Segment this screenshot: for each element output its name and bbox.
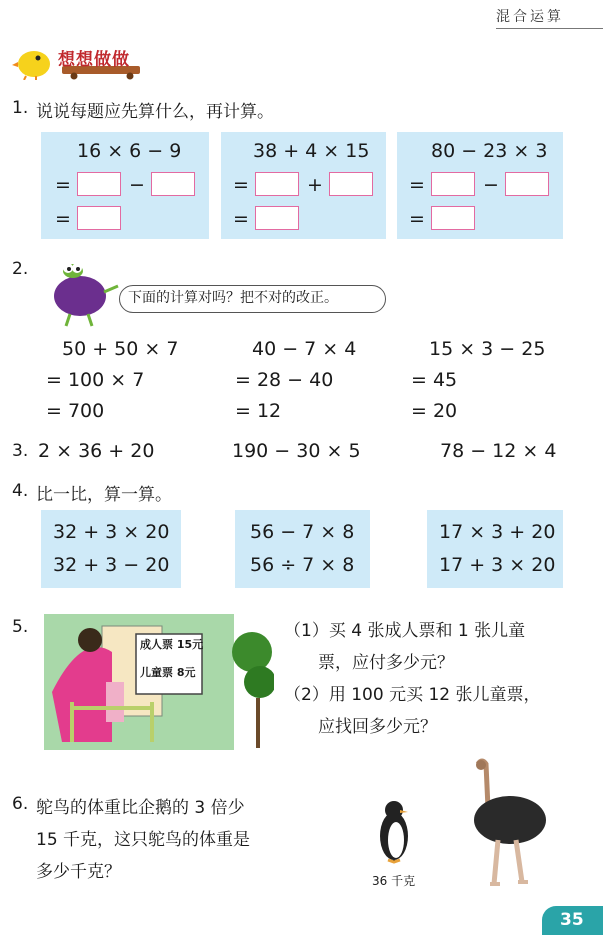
q3-expression: 78 − 12 × 4	[440, 440, 557, 462]
q1-expression: 38 + 4 × 15	[253, 140, 370, 162]
calc-line: 50 + 50 × 7	[62, 338, 179, 360]
answer-blank[interactable]	[505, 172, 549, 196]
answer-blank[interactable]	[77, 172, 121, 196]
section-title: 想想做做	[58, 50, 130, 70]
q4-expression: 56 − 7 × 8	[250, 521, 355, 543]
q6-number: 6.	[12, 794, 29, 814]
equals-sign: =	[233, 174, 249, 196]
q4-pair-box-2	[235, 510, 370, 588]
q1-text: 说说每题应先算什么，再计算。	[36, 102, 274, 122]
penguin-icon	[374, 798, 414, 864]
q6-line: 鸵鸟的体重比企鹅的 3 倍少	[36, 798, 245, 818]
calc-line: = 12	[235, 400, 282, 422]
q5-part1-line1: （1）买 4 张成人票和 1 张儿童	[284, 621, 526, 641]
sign-adult-price: 成人票 15元	[140, 638, 204, 651]
calc-line: = 700	[46, 400, 105, 422]
chapter-title: 混合运算	[496, 9, 564, 25]
q4-expression: 56 ÷ 7 × 8	[250, 554, 355, 576]
answer-blank[interactable]	[329, 172, 373, 196]
q4-pair-box-1	[41, 510, 181, 588]
q4-number: 4.	[12, 481, 29, 501]
operator-sign: −	[129, 174, 145, 196]
q1-problem-box-2	[221, 132, 386, 239]
equals-sign: =	[409, 174, 425, 196]
header-rule	[496, 28, 603, 29]
q1-expression: 80 − 23 × 3	[431, 140, 548, 162]
q4-text: 比一比，算一算。	[36, 485, 172, 505]
operator-sign: +	[307, 174, 323, 196]
q6-line: 15 千克，这只鸵鸟的体重是	[36, 830, 251, 850]
sign-child-price: 儿童票 8元	[140, 666, 196, 679]
answer-blank[interactable]	[255, 206, 299, 230]
calc-line: 40 − 7 × 4	[252, 338, 357, 360]
calc-line: 15 × 3 − 25	[429, 338, 546, 360]
q3-expression: 2 × 36 + 20	[38, 440, 155, 462]
q4-pair-box-3	[427, 510, 563, 588]
answer-blank[interactable]	[431, 172, 475, 196]
q1-expression: 16 × 6 − 9	[77, 140, 182, 162]
q5-part2-line2: 应找回多少元？	[318, 717, 437, 737]
q5-part2-line1: （2）用 100 元买 12 张儿童票，	[284, 685, 541, 705]
q2-number: 2.	[12, 259, 29, 279]
speech-bubble: 下面的计算对吗？把不对的改正。	[119, 285, 386, 313]
equals-sign: =	[55, 208, 71, 230]
eggplant-character-icon	[40, 256, 122, 328]
calc-line: = 28 − 40	[235, 369, 334, 391]
answer-blank[interactable]	[77, 206, 121, 230]
equals-sign: =	[233, 208, 249, 230]
equals-sign: =	[55, 174, 71, 196]
q4-expression: 32 + 3 − 20	[53, 554, 170, 576]
answer-blank[interactable]	[151, 172, 195, 196]
calc-line: = 100 × 7	[46, 369, 145, 391]
q5-part1-line2: 票，应付多少元？	[318, 653, 454, 673]
q3-expression: 190 − 30 × 5	[232, 440, 361, 462]
q4-expression: 17 + 3 × 20	[439, 554, 556, 576]
answer-blank[interactable]	[431, 206, 475, 230]
q6-line: 多少千克？	[36, 862, 121, 882]
q4-expression: 32 + 3 × 20	[53, 521, 170, 543]
operator-sign: −	[483, 174, 499, 196]
q5-number: 5.	[12, 617, 29, 637]
q1-problem-box-3	[397, 132, 563, 239]
calc-line: = 20	[411, 400, 458, 422]
answer-blank[interactable]	[255, 172, 299, 196]
q3-number: 3.	[12, 441, 29, 461]
q1-problem-box-1	[41, 132, 209, 239]
q4-expression: 17 × 3 + 20	[439, 521, 556, 543]
calc-line: = 45	[411, 369, 458, 391]
ticket-booth-illustration	[42, 612, 274, 752]
penguin-weight-label: 36 千克	[372, 874, 416, 888]
q1-number: 1.	[12, 98, 29, 118]
equals-sign: =	[409, 208, 425, 230]
page-number: 35	[560, 910, 584, 930]
ostrich-icon	[464, 758, 552, 888]
